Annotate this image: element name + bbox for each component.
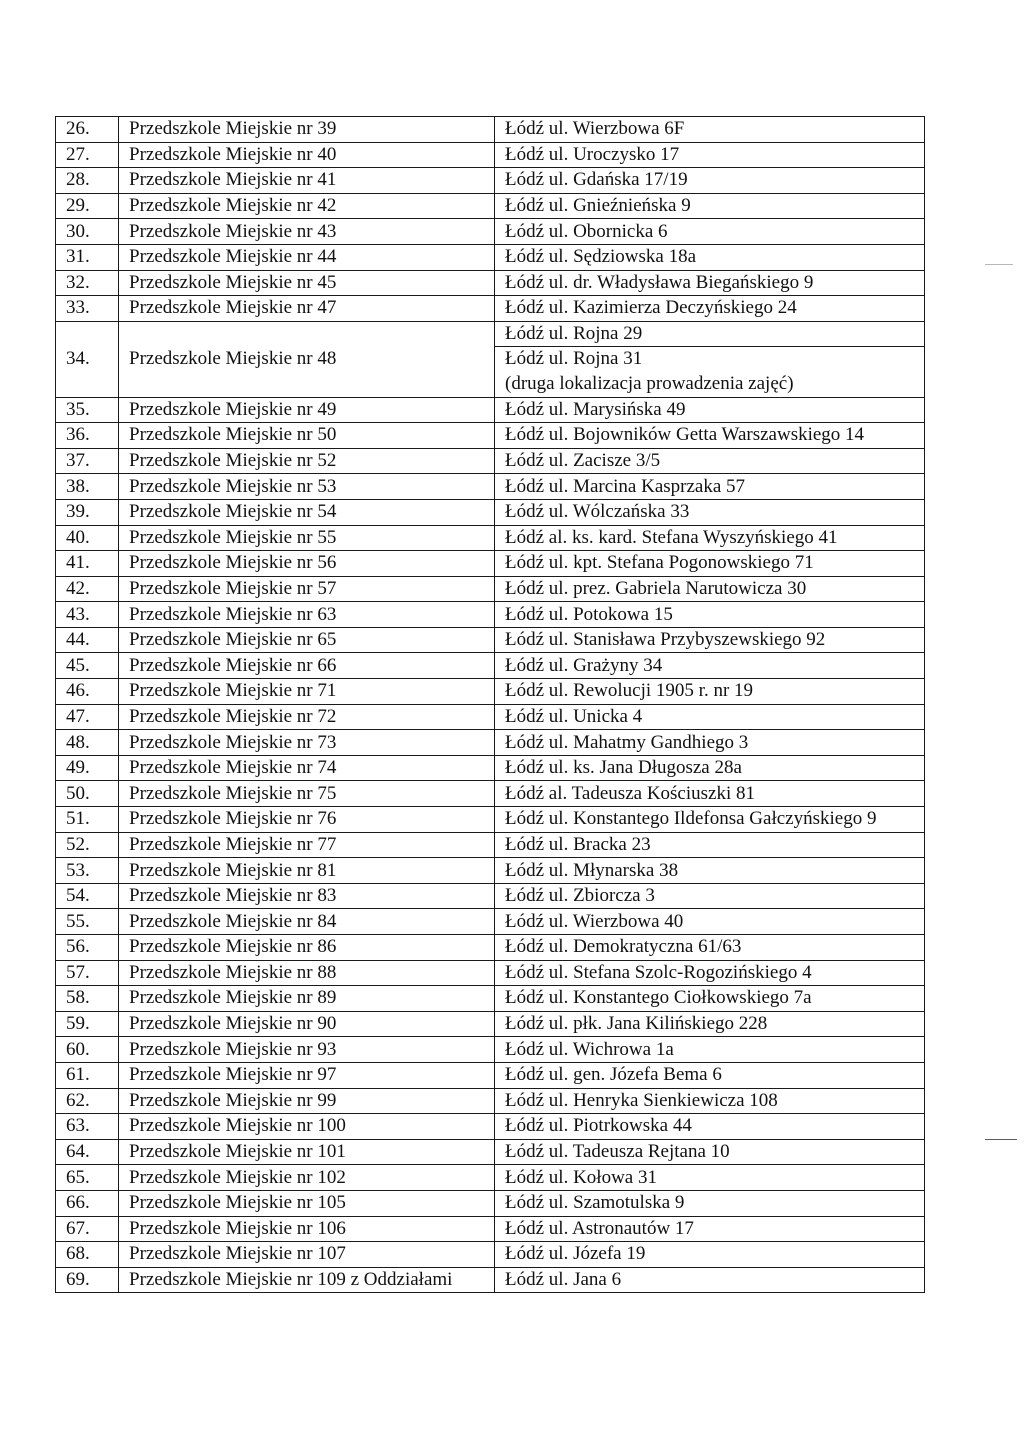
row-number: 40.: [56, 525, 119, 551]
table-row: [56, 474, 925, 500]
kindergarten-name: Przedszkole Miejskie nr 63: [119, 602, 495, 628]
kindergarten-name: Przedszkole Miejskie nr 44: [119, 244, 495, 270]
kindergarten-name: Przedszkole Miejskie nr 75: [119, 781, 495, 807]
table-row: [56, 168, 925, 194]
table-row: [56, 935, 925, 961]
table-row: [56, 807, 925, 833]
kindergarten-name: Przedszkole Miejskie nr 71: [119, 679, 495, 705]
kindergarten-name: Przedszkole Miejskie nr 84: [119, 909, 495, 935]
kindergarten-name: Przedszkole Miejskie nr 109 z Oddziałami: [119, 1267, 495, 1293]
kindergarten-address: Łódź ul. Konstantego Ciołkowskiego 7a: [495, 986, 925, 1012]
kindergarten-name: Przedszkole Miejskie nr 97: [119, 1062, 495, 1088]
row-number: 32.: [56, 270, 119, 296]
kindergarten-name: Przedszkole Miejskie nr 52: [119, 448, 495, 474]
kindergarten-address: Łódź ul. Marcina Kasprzaka 57: [495, 474, 925, 500]
row-number: 59.: [56, 1011, 119, 1037]
row-number: 36.: [56, 423, 119, 449]
kindergarten-address: Łódź ul. Kazimierza Deczyńskiego 24: [495, 296, 925, 322]
kindergarten-name: Przedszkole Miejskie nr 74: [119, 755, 495, 781]
kindergarten-address: Łódź ul. Obornicka 6: [495, 219, 925, 245]
table-row: [56, 448, 925, 474]
kindergarten-name: Przedszkole Miejskie nr 73: [119, 730, 495, 756]
address-line: (druga lokalizacja prowadzenia zajęć): [505, 372, 794, 394]
address-line: Łódź ul. Rojna 29: [505, 322, 643, 344]
kindergarten-name: Przedszkole Miejskie nr 105: [119, 1190, 495, 1216]
table-row: [56, 832, 925, 858]
kindergarten-address: Łódź ul. kpt. Stefana Pogonowskiego 71: [495, 551, 925, 577]
kindergarten-address: Łódź ul. Mahatmy Gandhiego 3: [495, 730, 925, 756]
kindergarten-address: Łódź ul. płk. Jana Kilińskiego 228: [495, 1011, 925, 1037]
kindergarten-name: Przedszkole Miejskie nr 83: [119, 883, 495, 909]
table-row: [56, 755, 925, 781]
kindergarten-name: Przedszkole Miejskie nr 102: [119, 1165, 495, 1191]
row-number: 53.: [56, 858, 119, 884]
kindergarten-address: Łódź ul. Bracka 23: [495, 832, 925, 858]
kindergarten-address: Łódź ul. Unicka 4: [495, 704, 925, 730]
kindergarten-address: [495, 321, 925, 397]
row-number: 54.: [56, 883, 119, 909]
row-number: 38.: [56, 474, 119, 500]
kindergarten-name: Przedszkole Miejskie nr 101: [119, 1139, 495, 1165]
kindergarten-address: Łódź ul. Jana 6: [495, 1267, 925, 1293]
kindergarten-address: Łódź ul. dr. Władysława Biegańskiego 9: [495, 270, 925, 296]
kindergarten-name: Przedszkole Miejskie nr 99: [119, 1088, 495, 1114]
kindergarten-name: Przedszkole Miejskie nr 54: [119, 499, 495, 525]
table-row: [56, 858, 925, 884]
row-number: 34.: [56, 321, 119, 397]
row-number: 60.: [56, 1037, 119, 1063]
row-number: 65.: [56, 1165, 119, 1191]
table-row: [56, 1165, 925, 1191]
row-number: 26.: [56, 117, 119, 143]
table-row: [56, 602, 925, 628]
kindergarten-name: Przedszkole Miejskie nr 45: [119, 270, 495, 296]
kindergarten-name: Przedszkole Miejskie nr 81: [119, 858, 495, 884]
row-number: 37.: [56, 448, 119, 474]
table-row: [56, 960, 925, 986]
row-number: 28.: [56, 168, 119, 194]
table-row: [56, 1190, 925, 1216]
kindergarten-name: Przedszkole Miejskie nr 90: [119, 1011, 495, 1037]
kindergarten-address: Łódź ul. Marysińska 49: [495, 397, 925, 423]
kindergarten-address: Łódź ul. Wichrowa 1a: [495, 1037, 925, 1063]
table-row: [56, 117, 925, 143]
kindergarten-table: [55, 116, 925, 1293]
table-row: [56, 525, 925, 551]
table-body: [56, 117, 925, 1293]
kindergarten-address: Łódź ul. Konstantego Ildefonsa Gałczyńskiego 9: [495, 807, 925, 833]
table-row: [56, 1139, 925, 1165]
row-number: 46.: [56, 679, 119, 705]
kindergarten-name: Przedszkole Miejskie nr 47: [119, 296, 495, 322]
table-row: [56, 909, 925, 935]
row-number: 56.: [56, 935, 119, 961]
row-number: 31.: [56, 244, 119, 270]
margin-mark: [985, 264, 1013, 265]
kindergarten-name: Przedszkole Miejskie nr 42: [119, 193, 495, 219]
row-number: 30.: [56, 219, 119, 245]
row-number: 62.: [56, 1088, 119, 1114]
kindergarten-address: Łódź ul. Szamotulska 9: [495, 1190, 925, 1216]
kindergarten-name: Przedszkole Miejskie nr 106: [119, 1216, 495, 1242]
table-row: [56, 730, 925, 756]
table-row: [56, 781, 925, 807]
row-number: 48.: [56, 730, 119, 756]
table-row: [56, 219, 925, 245]
table-row: [56, 499, 925, 525]
row-number: 58.: [56, 986, 119, 1012]
kindergarten-address: Łódź ul. Zbiorcza 3: [495, 883, 925, 909]
row-number: 52.: [56, 832, 119, 858]
kindergarten-name: Przedszkole Miejskie nr 93: [119, 1037, 495, 1063]
row-number: 27.: [56, 142, 119, 168]
table-row: [56, 244, 925, 270]
row-number: 69.: [56, 1267, 119, 1293]
kindergarten-name: Przedszkole Miejskie nr 72: [119, 704, 495, 730]
kindergarten-name: Przedszkole Miejskie nr 88: [119, 960, 495, 986]
table-row: [56, 193, 925, 219]
kindergarten-address: Łódź ul. Demokratyczna 61/63: [495, 935, 925, 961]
kindergarten-name: Przedszkole Miejskie nr 100: [119, 1114, 495, 1140]
address-line: Łódź ul. Rojna 31: [495, 346, 924, 372]
row-number: 42.: [56, 576, 119, 602]
table-row: [56, 1088, 925, 1114]
row-number: 51.: [56, 807, 119, 833]
row-number: 68.: [56, 1242, 119, 1268]
kindergarten-name: Przedszkole Miejskie nr 89: [119, 986, 495, 1012]
kindergarten-name: Przedszkole Miejskie nr 107: [119, 1242, 495, 1268]
table-row: [56, 423, 925, 449]
table-row: [56, 1216, 925, 1242]
row-number: 43.: [56, 602, 119, 628]
row-number: 47.: [56, 704, 119, 730]
table-row: [56, 551, 925, 577]
table-row: [56, 1242, 925, 1268]
kindergarten-address: Łódź ul. gen. Józefa Bema 6: [495, 1062, 925, 1088]
table-row: [56, 679, 925, 705]
kindergarten-name: Przedszkole Miejskie nr 43: [119, 219, 495, 245]
kindergarten-address: Łódź ul. Sędziowska 18a: [495, 244, 925, 270]
kindergarten-address: Łódź al. ks. kard. Stefana Wyszyńskiego 41: [495, 525, 925, 551]
kindergarten-address: Łódź ul. Piotrkowska 44: [495, 1114, 925, 1140]
kindergarten-name: Przedszkole Miejskie nr 39: [119, 117, 495, 143]
kindergarten-address: Łódź ul. Wierzbowa 40: [495, 909, 925, 935]
kindergarten-name: Przedszkole Miejskie nr 53: [119, 474, 495, 500]
kindergarten-address: Łódź ul. Grażyny 34: [495, 653, 925, 679]
row-number: 57.: [56, 960, 119, 986]
kindergarten-name: Przedszkole Miejskie nr 57: [119, 576, 495, 602]
kindergarten-name: Przedszkole Miejskie nr 56: [119, 551, 495, 577]
kindergarten-address: Łódź ul. prez. Gabriela Narutowicza 30: [495, 576, 925, 602]
kindergarten-address: Łódź ul. Potokowa 15: [495, 602, 925, 628]
table-row: [56, 397, 925, 423]
kindergarten-address: Łódź ul. Astronautów 17: [495, 1216, 925, 1242]
kindergarten-address: Łódź ul. Stefana Szolc-Rogozińskiego 4: [495, 960, 925, 986]
kindergarten-name: Przedszkole Miejskie nr 76: [119, 807, 495, 833]
row-number: 35.: [56, 397, 119, 423]
table-row: [56, 270, 925, 296]
table-row: [56, 1037, 925, 1063]
kindergarten-name: Przedszkole Miejskie nr 77: [119, 832, 495, 858]
table-row: [56, 576, 925, 602]
kindergarten-address: Łódź ul. Stanisława Przybyszewskiego 92: [495, 627, 925, 653]
row-number: 67.: [56, 1216, 119, 1242]
table-row: [56, 704, 925, 730]
kindergarten-address: Łódź ul. Młynarska 38: [495, 858, 925, 884]
kindergarten-address: Łódź ul. Gnieźnieńska 9: [495, 193, 925, 219]
kindergarten-name: Przedszkole Miejskie nr 41: [119, 168, 495, 194]
kindergarten-address: Łódź ul. Józefa 19: [495, 1242, 925, 1268]
row-number: 64.: [56, 1139, 119, 1165]
table-row: [56, 627, 925, 653]
row-number: 66.: [56, 1190, 119, 1216]
row-number: 44.: [56, 627, 119, 653]
kindergarten-name: Przedszkole Miejskie nr 65: [119, 627, 495, 653]
kindergarten-name: Przedszkole Miejskie nr 55: [119, 525, 495, 551]
row-number: 49.: [56, 755, 119, 781]
kindergarten-address: Łódź ul. Kołowa 31: [495, 1165, 925, 1191]
table-row: [56, 986, 925, 1012]
row-number: 61.: [56, 1062, 119, 1088]
kindergarten-address: Łódź ul. Zacisze 3/5: [495, 448, 925, 474]
table-row: [56, 1062, 925, 1088]
row-number: 45.: [56, 653, 119, 679]
kindergarten-address: Łódź al. Tadeusza Kościuszki 81: [495, 781, 925, 807]
margin-mark: [985, 1139, 1017, 1140]
kindergarten-address: Łódź ul. Bojowników Getta Warszawskiego 14: [495, 423, 925, 449]
row-number: 33.: [56, 296, 119, 322]
table-row: [56, 1267, 925, 1293]
table-row: [56, 1114, 925, 1140]
kindergarten-address: Łódź ul. ks. Jana Długosza 28a: [495, 755, 925, 781]
row-number: 50.: [56, 781, 119, 807]
row-number: 29.: [56, 193, 119, 219]
kindergarten-address: Łódź ul. Wierzbowa 6F: [495, 117, 925, 143]
kindergarten-name: Przedszkole Miejskie nr 49: [119, 397, 495, 423]
kindergarten-name: Przedszkole Miejskie nr 40: [119, 142, 495, 168]
kindergarten-name: Przedszkole Miejskie nr 66: [119, 653, 495, 679]
kindergarten-address: Łódź ul. Henryka Sienkiewicza 108: [495, 1088, 925, 1114]
row-number: 41.: [56, 551, 119, 577]
table-row: [56, 883, 925, 909]
row-number: 55.: [56, 909, 119, 935]
kindergarten-address: Łódź ul. Uroczysko 17: [495, 142, 925, 168]
kindergarten-name: Przedszkole Miejskie nr 86: [119, 935, 495, 961]
table-row: [56, 653, 925, 679]
kindergarten-address: Łódź ul. Rewolucji 1905 r. nr 19: [495, 679, 925, 705]
table-row: [56, 142, 925, 168]
kindergarten-address: Łódź ul. Wólczańska 33: [495, 499, 925, 525]
row-number: 63.: [56, 1114, 119, 1140]
table-row: [56, 321, 925, 397]
kindergarten-name: Przedszkole Miejskie nr 50: [119, 423, 495, 449]
kindergarten-address: Łódź ul. Gdańska 17/19: [495, 168, 925, 194]
kindergarten-name: Przedszkole Miejskie nr 48: [119, 321, 495, 397]
table-row: [56, 1011, 925, 1037]
table-row: [56, 296, 925, 322]
row-number: 39.: [56, 499, 119, 525]
kindergarten-address: Łódź ul. Tadeusza Rejtana 10: [495, 1139, 925, 1165]
